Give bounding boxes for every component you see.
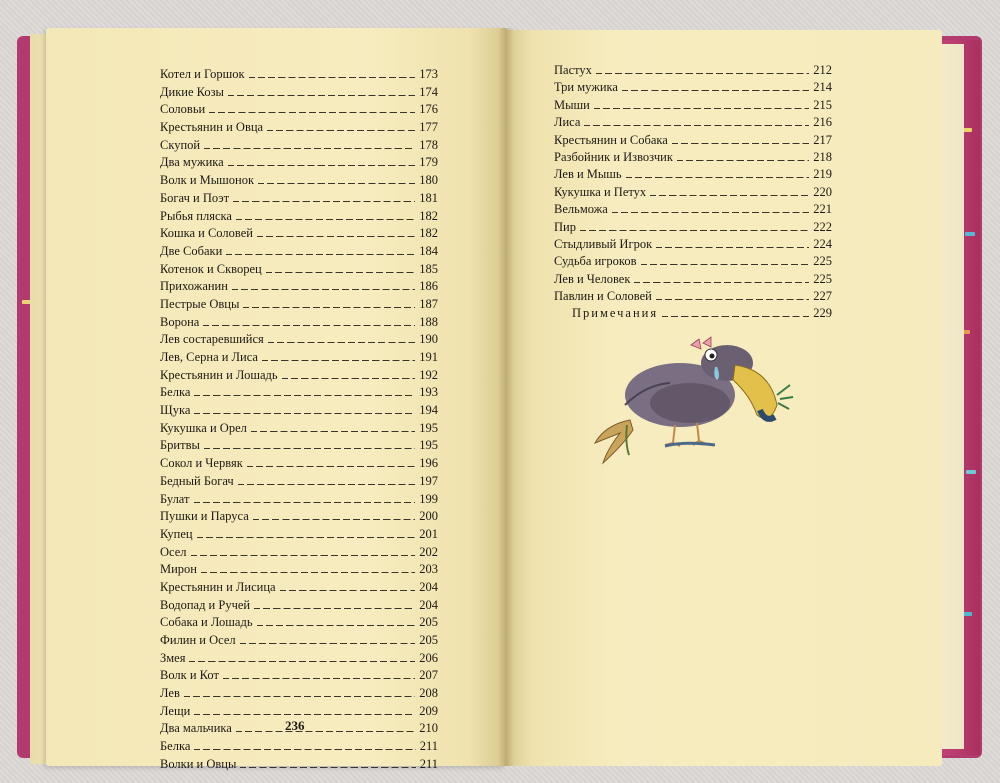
entry-title: Примечания <box>572 306 659 321</box>
toc-entry <box>160 101 438 119</box>
entry-page-number: 177 <box>419 120 438 135</box>
entry-title: Бритвы <box>160 438 200 453</box>
toc-entry <box>160 243 438 261</box>
toc-entry <box>160 278 438 296</box>
entry-title: Две Собаки <box>160 243 223 258</box>
toc-entry <box>160 455 438 473</box>
entry-page-number: 202 <box>419 544 438 559</box>
toc-entry <box>160 349 438 367</box>
dot-leader <box>194 713 415 715</box>
entry-title: Пастух <box>554 63 592 77</box>
toc-entry <box>160 526 438 544</box>
dot-leader <box>236 218 415 220</box>
entry-title: Крестьянин и Овца <box>160 120 264 135</box>
entry-title: Мыши <box>554 97 590 112</box>
entry-title: Пир <box>554 219 576 234</box>
toc-entry <box>160 667 438 685</box>
entry-page-number: 211 <box>419 739 438 754</box>
entry-title: Прихожанин <box>160 279 228 294</box>
entry-page-number: 229 <box>813 306 832 321</box>
entry-title: Рыбья пляска <box>160 208 232 223</box>
dot-leader <box>267 129 415 131</box>
toc-entry <box>160 614 438 632</box>
entry-title: Белка <box>160 385 191 400</box>
toc-entry <box>160 473 438 491</box>
toc-entry <box>160 420 438 438</box>
toc-entry <box>160 119 438 137</box>
entry-page-number: 211 <box>419 756 438 771</box>
toc-entry <box>160 738 438 756</box>
entry-title: Лев <box>160 686 180 701</box>
entry-page-number: 194 <box>419 403 438 418</box>
entry-page-number: 207 <box>419 668 438 683</box>
entry-title: Котенок и Скворец <box>160 261 262 276</box>
dot-leader <box>257 624 416 626</box>
entry-page-number: 193 <box>419 385 438 400</box>
dot-leader <box>232 288 415 290</box>
entry-page-number: 195 <box>419 438 438 453</box>
entry-title: Белка <box>160 739 191 754</box>
entry-page-number: 217 <box>813 132 832 147</box>
toc-entry <box>554 271 832 288</box>
entry-title: Бедный Богач <box>160 473 234 488</box>
entry-title: Лев и Мышь <box>554 167 622 182</box>
toc-entry <box>160 685 438 703</box>
entry-page-number: 182 <box>419 208 438 223</box>
dot-leader <box>257 235 415 237</box>
toc-entry <box>160 756 438 774</box>
dot-leader <box>194 501 416 503</box>
toc-entry <box>160 261 438 279</box>
dot-leader <box>204 447 415 449</box>
entry-title: Павлин и Соловей <box>554 289 652 304</box>
entry-page-number: 227 <box>813 289 832 304</box>
dot-leader <box>184 695 415 697</box>
dot-leader <box>203 324 415 326</box>
dot-leader <box>194 412 415 414</box>
dot-leader <box>612 211 809 213</box>
entry-page-number: 181 <box>419 190 438 205</box>
dot-leader <box>201 571 415 573</box>
entry-title: Лиса <box>554 115 581 130</box>
entry-title: Щука <box>160 403 191 418</box>
entry-page-number: 180 <box>419 173 438 188</box>
entry-title: Лев, Серна и Лиса <box>160 350 258 364</box>
entry-page-number: 191 <box>419 350 438 364</box>
dot-leader <box>209 111 415 113</box>
dot-leader <box>258 182 415 184</box>
dot-leader <box>228 94 415 96</box>
entry-title: Дикие Козы <box>160 84 224 99</box>
dot-leader <box>594 107 809 109</box>
dot-leader <box>191 554 416 556</box>
entry-title: Лев и Человек <box>554 271 631 286</box>
toc-entry <box>160 491 438 509</box>
dot-leader <box>249 76 416 78</box>
entry-page-number: 192 <box>419 367 438 382</box>
toc-entry <box>160 331 438 349</box>
dot-leader <box>228 164 416 166</box>
entry-title: Волк и Мышонок <box>160 173 255 188</box>
toc-entry <box>554 184 832 201</box>
entry-page-number: 178 <box>419 137 438 152</box>
entry-title: Три мужика <box>554 80 618 95</box>
toc-entry <box>160 544 438 562</box>
dot-leader <box>641 263 810 265</box>
dot-leader <box>650 194 809 196</box>
dot-leader <box>194 748 415 750</box>
entry-page-number: 199 <box>419 491 438 506</box>
dot-leader <box>266 271 416 273</box>
toc-entry <box>554 166 832 183</box>
entry-page-number: 195 <box>419 420 438 435</box>
entry-title: Сокол и Червяк <box>160 456 243 471</box>
dot-leader <box>622 89 809 91</box>
entry-title: Филин и Осел <box>160 633 236 647</box>
entry-title: Стыдливый Игрок <box>554 236 653 251</box>
entry-page-number: 225 <box>813 254 832 269</box>
entry-title: Крестьянин и Собака <box>554 132 668 147</box>
entry-title: Волк и Кот <box>160 668 219 683</box>
entry-page-number: 176 <box>419 102 438 117</box>
toc-entry <box>160 579 438 597</box>
book-gutter <box>498 28 514 766</box>
toc-entry <box>160 561 438 579</box>
dot-leader <box>254 607 415 609</box>
toc-entry <box>554 79 832 96</box>
entry-title: Кукушка и Петух <box>554 184 647 199</box>
entry-title: Лещи <box>160 703 191 718</box>
dot-leader <box>238 483 416 485</box>
dot-leader <box>580 229 809 231</box>
toc-entry <box>160 632 438 650</box>
dot-leader <box>223 677 415 679</box>
entry-title: Разбойник и Извозчик <box>554 149 673 164</box>
dot-leader <box>282 377 416 379</box>
dot-leader <box>677 159 809 161</box>
toc-entry <box>160 137 438 155</box>
entry-page-number: 186 <box>419 279 438 294</box>
toc-entry <box>160 154 438 172</box>
entry-page-number: 209 <box>419 703 438 718</box>
entry-page-number: 200 <box>419 509 438 524</box>
dot-leader <box>253 518 415 520</box>
entry-title: Купец <box>160 526 193 541</box>
entry-title: Собака и Лошадь <box>160 615 253 630</box>
entry-title: Вельможа <box>554 202 608 217</box>
entry-page-number: 204 <box>419 579 438 594</box>
toc-entry <box>160 437 438 455</box>
entry-page-number: 210 <box>419 721 438 736</box>
entry-page-number: 225 <box>813 271 832 286</box>
entry-page-number: 201 <box>419 526 438 541</box>
dot-leader <box>584 124 809 126</box>
dot-leader <box>626 176 810 178</box>
toc-entry <box>554 253 832 270</box>
toc-entry <box>554 201 832 218</box>
dot-leader <box>656 246 809 248</box>
entry-page-number: 173 <box>419 67 438 81</box>
entry-title: Богач и Поэт <box>160 190 230 205</box>
toc-entry <box>160 597 438 615</box>
entry-page-number: 216 <box>813 115 832 130</box>
entry-page-number: 174 <box>419 84 438 99</box>
entry-title: Лев состаревшийся <box>160 332 264 347</box>
entry-page-number: 224 <box>813 236 832 251</box>
entry-page-number: 222 <box>813 219 832 234</box>
entry-page-number: 208 <box>419 686 438 701</box>
entry-title: Мирон <box>160 562 197 577</box>
entry-title: Ворона <box>160 314 200 329</box>
entry-title: Крестьянин и Лошадь <box>160 367 278 382</box>
dot-leader <box>634 281 809 283</box>
dot-leader <box>197 536 416 538</box>
toc-entry <box>554 114 832 131</box>
entry-title: Судьба игроков <box>554 254 637 269</box>
entry-title: Булат <box>160 491 190 506</box>
toc-entry <box>160 650 438 668</box>
dot-leader <box>672 142 809 144</box>
dot-leader <box>243 306 415 308</box>
dot-leader <box>251 430 415 432</box>
page-number: 236 <box>285 718 305 733</box>
toc-entry <box>160 296 438 314</box>
dot-leader <box>233 200 415 202</box>
toc-entry <box>160 225 438 243</box>
toc-entry <box>160 402 438 420</box>
entry-page-number: 179 <box>419 155 438 170</box>
dot-leader <box>247 465 415 467</box>
dot-leader <box>236 730 415 732</box>
dot-leader <box>240 766 415 768</box>
entry-title: Кошка и Соловей <box>160 226 253 241</box>
entry-page-number: 184 <box>419 243 438 258</box>
entry-page-number: 204 <box>419 597 438 612</box>
toc-entry <box>160 84 438 102</box>
entry-page-number: 219 <box>813 167 832 182</box>
dot-leader <box>262 359 415 361</box>
dot-leader <box>280 589 416 591</box>
entry-page-number: 218 <box>813 149 832 164</box>
toc-entry <box>160 66 438 84</box>
entry-title: Осел <box>160 544 187 559</box>
dot-leader <box>240 642 416 644</box>
table-of-contents-left <box>160 66 438 774</box>
entry-title: Кукушка и Орел <box>160 420 247 435</box>
toc-entry <box>554 132 832 149</box>
entry-page-number: 220 <box>813 184 832 199</box>
toc-entry <box>554 236 832 253</box>
dot-leader <box>656 298 809 300</box>
entry-page-number: 197 <box>419 473 438 488</box>
entry-page-number: 221 <box>813 202 832 217</box>
dot-leader <box>268 341 415 343</box>
dot-leader <box>189 660 415 662</box>
entry-page-number: 203 <box>419 562 438 577</box>
entry-page-number: 205 <box>419 615 438 630</box>
toc-entry-notes <box>554 305 832 322</box>
toc-entry <box>160 508 438 526</box>
entry-page-number: 182 <box>419 226 438 241</box>
toc-entry <box>554 288 832 305</box>
entry-page-number: 190 <box>419 332 438 347</box>
entry-page-number: 188 <box>419 314 438 329</box>
toc-entry <box>160 208 438 226</box>
entry-title: Скупой <box>160 137 201 152</box>
entry-title: Крестьянин и Лисица <box>160 579 276 594</box>
cover-speck <box>965 232 975 236</box>
entry-title: Два мальчика <box>160 721 232 736</box>
entry-page-number: 185 <box>419 261 438 276</box>
entry-page-number: 205 <box>419 633 438 647</box>
table-of-contents-right <box>554 62 832 323</box>
entry-page-number: 196 <box>419 456 438 471</box>
entry-page-number: 206 <box>419 650 438 665</box>
toc-entry <box>554 219 832 236</box>
entry-title: Водопад и Ручей <box>160 597 251 612</box>
toc-entry <box>160 172 438 190</box>
entry-page-number: 214 <box>813 80 832 95</box>
toc-entry <box>554 62 832 79</box>
entry-page-number: 212 <box>813 63 832 77</box>
bird-with-bandage-illustration <box>585 325 795 465</box>
cover-speck <box>966 470 976 474</box>
toc-entry <box>554 149 832 166</box>
dot-leader <box>194 394 415 396</box>
entry-page-number: 187 <box>419 296 438 311</box>
entry-title: Пестрые Овцы <box>160 296 240 311</box>
toc-entry <box>554 97 832 114</box>
toc-entry <box>160 384 438 402</box>
toc-entry <box>160 314 438 332</box>
dot-leader <box>596 72 809 74</box>
entry-title: Соловьи <box>160 102 206 117</box>
entry-title: Два мужика <box>160 155 224 170</box>
entry-title: Волки и Овцы <box>160 756 237 771</box>
dot-leader <box>204 147 415 149</box>
entry-page-number: 215 <box>813 97 832 112</box>
dot-leader <box>662 315 809 317</box>
toc-entry <box>160 190 438 208</box>
entry-title: Пушки и Паруса <box>160 509 249 524</box>
entry-title: Змея <box>160 650 186 665</box>
entry-title: Котел и Горшок <box>160 67 245 81</box>
toc-entry <box>160 367 438 385</box>
dot-leader <box>226 253 415 255</box>
